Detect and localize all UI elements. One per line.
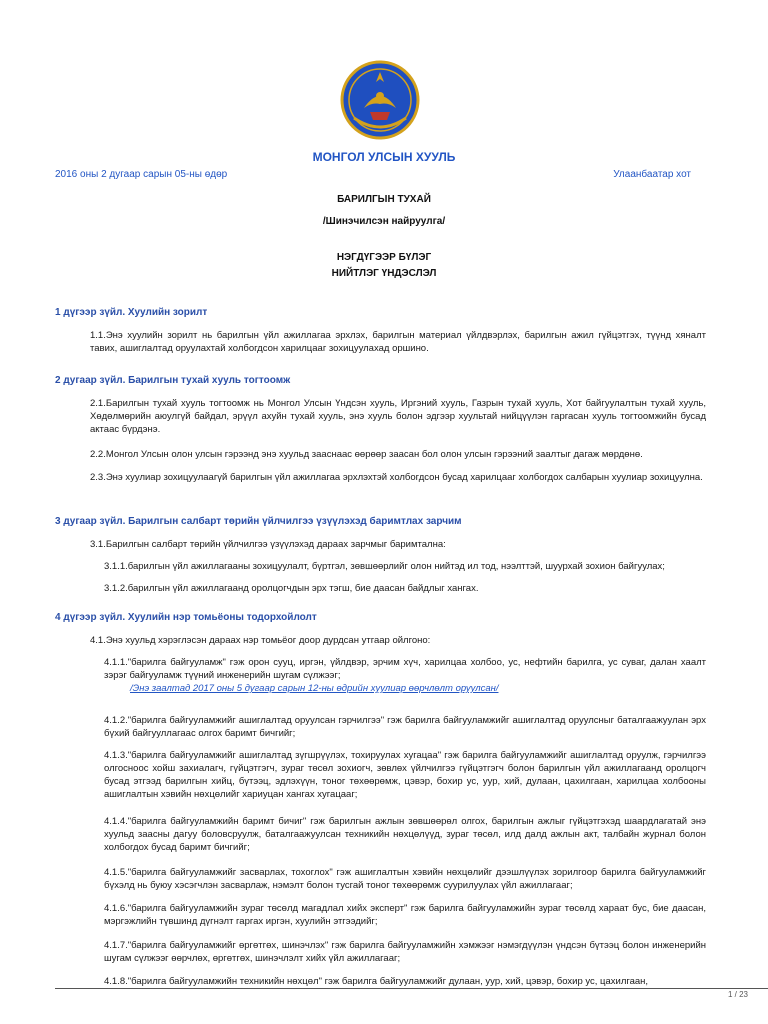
- paragraph-4-1-4: 4.1.4."барилга байгууламжийн баримт бичиг" гэж барилгын ажлын зөвшөөрөл олгох, барилгын ажлыг гүйцэтгэхэд шаардлагатай энэ хуульд заасны дагуу боловсруулж, баталгаажуулсан техникийн нөхцөлүүд, зураг төсөл, илд далд ажлын акт, талбайн журнал болон холбогдох бусад баримт бичгийг;: [104, 816, 706, 853]
- article-3-heading: 3 дугаар зүйл. Барилгын салбарт төрийн үйлчилгээ үзүүлэхэд баримтлах зарчим: [55, 516, 462, 527]
- paragraph-3-1-2: 3.1.2.барилгын үйл ажиллагаанд оролцогчдын эрх тэгш, бие даасан байдлыг хангах.: [104, 583, 479, 594]
- document-subtitle: /Шинэчилсэн найруулга/: [322, 216, 446, 227]
- paragraph-4-1-5: 4.1.5."барилга байгууламжийг засварлах, тохоглох" гэж ашиглалтын хэвийн нөхцөлийг дээшлүүлэх зорилгоор барилга байгууламжийг бүхэлд нь буюу хэсэгчлэн засварлаж, нэмэлт болон тусгай тоног төхөөрөмж суурилуулах үйл ажиллагааг;: [104, 867, 706, 891]
- article-2-heading: 2 дугаар зүйл. Барилгын тухай хууль тогтоомж: [55, 375, 291, 386]
- paragraph-3-1: 3.1.Барилгын салбарт төрийн үйлчилгээ үзүүлэхэд дараах зарчмыг баримтална:: [90, 539, 446, 550]
- paragraph-3-1-1: 3.1.1.барилгын үйл ажиллагааны зохицуулалт, бүртгэл, зөвшөөрлийг олон нийтэд ил тод, нээлттэй, шуурхай зохион байгуулах;: [104, 561, 665, 572]
- paragraph-4-1-1-text: 4.1.1."барилга байгууламж" гэж орон сууц, иргэн, үйлдвэр, эрчим хүч, харилцаа холбоо, ус, нефтийн барилга, ус суваг, далан хаалт зэрэг байгууламж түүний инженерийн шугам сүлжээг;: [104, 657, 706, 681]
- adoption-date: 2016 оны 2 дугаар сарын 05-ны өдөр: [55, 169, 228, 180]
- article-4-heading: 4 дүгээр зүйл. Хуулийн нэр томьёоны тодорхойлолт: [55, 612, 317, 623]
- law-type-title: МОНГОЛ УЛСЫН ХУУЛЬ: [312, 150, 456, 164]
- adoption-place: Улаанбаатар хот: [613, 169, 691, 180]
- paragraph-2-2: 2.2.Монгол Улсын олон улсын гэрээнд энэ хуульд зааснаас өөрөөр заасан бол олон улсын гэрээний заалтыг дагаж мөрдөнө.: [90, 449, 643, 460]
- chapter-number: НЭГДҮГЭЭР БҮЛЭГ: [336, 252, 432, 263]
- paragraph-2-3: 2.3.Энэ хуулиар зохицуулаагүй барилгын үйл ажиллагаа эрхлэхтэй холбогдсон бусад харилцааг холбогдох салбарын хуулиар зохицуулна.: [90, 472, 703, 483]
- paragraph-4-1-6: 4.1.6."барилга байгууламжийн зураг төсөлд магадлал хийх эксперт" гэж барилга байгууламжийн зураг төсөлд хараат бус, бие даасан, мэргэжлийн түвшинд дүгнэлт гаргах иргэн, хуулийн этгээдийг;: [104, 903, 706, 927]
- article-1-heading: 1 дүгээр зүйл. Хуулийн зорилт: [55, 307, 208, 318]
- paragraph-4-1: 4.1.Энэ хуульд хэрэглэсэн дараах нэр томьёог доор дурдсан утгаар ойлгоно:: [90, 635, 431, 646]
- state-emblem-icon: [340, 60, 420, 140]
- paragraph-4-1-7: 4.1.7."барилга байгууламжийг өргөтгөх, шинэчлэх" гэж барилга байгууламжийн хэмжээг нэмэгдүүлэн үндсэн бүтээц болон инженерийн шугам сүлжээг өөрчлөх, өргөтгөх, шинэчлэлт хийх үйл ажиллагааг;: [104, 940, 706, 964]
- footer-divider: [55, 988, 768, 989]
- amendment-link[interactable]: /Энэ заалтад 2017 оны 5 дугаар сарын 12-ны өдрийн хуулиар өөрчлөлт оруулсан/: [130, 683, 499, 694]
- paragraph-4-1-3: 4.1.3."барилга байгууламжийг ашиглалтад зүгшрүүлэх, тохируулах хугацаа" гэж барилга байгууламжийг ашиглалтад оруулж, гэрчилгээ олгосноос хойш захиалагч, гүйцэтгэгч, зураг төсөл зохиогч, зөвлөх үйлчилгээ гүйцэтгэгч болон барилгын үйл ажиллагаанд оролцогч бусад этгээд барилгын хийц, бүтээц, эдлэхүүн, тоног төхөөрөмж, цэвэр, бохир ус, уур, хий, дулаан, цахилгаан, харилцаа холбооны ашиглалтын хэвийн нөхцөлийг хариуцан хангах хугацааг;: [104, 750, 706, 800]
- paragraph-2-1: 2.1.Барилгын тухай хууль тогтоомж нь Монгол Улсын Үндсэн хууль, Иргэний хууль, Газрын тухай хууль, Хот байгуулалтын тухай хууль, Хөдөлмөрийн аюулгүй байдал, эрүүл ахуйн тухай хууль, энэ хууль болон эдгээр хуультай нийцүүлэн гаргасан хууль тогтоомжийн бусад актаас бүрдэнэ.: [90, 398, 706, 435]
- paragraph-4-1-1: [104, 656, 706, 695]
- chapter-title: НИЙТЛЭГ ҮНДЭСЛЭЛ: [331, 268, 437, 279]
- paragraph-4-1-2: 4.1.2."барилга байгууламжийг ашиглалтад оруулсан гэрчилгээ" гэж барилга байгууламжийг ашиглалтад оруулсныг баталгаажуулан эрх бүхий байгууллагаас олгох баримт бичгийг;: [104, 715, 706, 739]
- paragraph-1-1: 1.1.Энэ хуулийн зорилт нь барилгын үйл ажиллагаа эрхлэх, барилгын материал үйлдвэрлэх, барилгын ажил гүйцэтгэх, түүнд хяналт тавих, ашиглалтад оруулахтай холбогдсон харилцааг зохицуулахад оршино.: [90, 330, 706, 354]
- paragraph-4-1-8: 4.1.8."барилга байгууламжийн техникийн нөхцөл" гэж барилга байгууламжийг дулаан, уур, хий, цэвэр, бохир ус, цахилгаан,: [104, 976, 649, 987]
- page-number: 1 / 23: [727, 990, 748, 999]
- document-title: БАРИЛГЫН ТУХАЙ: [337, 194, 431, 205]
